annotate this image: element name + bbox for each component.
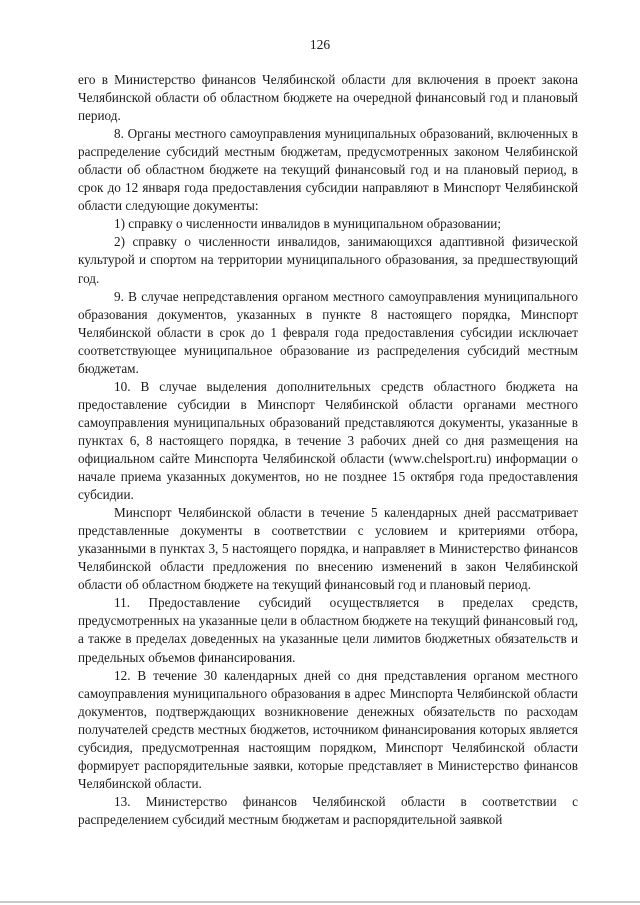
paragraph-9: 9. В случае непредставления органом местного самоуправления муниципального образования документов, указанных в пункте 8 настоящего порядка, Минспорт Челябинской области в срок до 1 февраля года предоставления субсидии исключает соответствующее муниципальное образование из распределения субсидий местным бюджетам. — [78, 288, 578, 376]
paragraph-12: 12. В течение 30 календарных дней со дня представления органом местного самоуправления муниципального образования в адрес Минспорта Челябинской области документов, подтверждающих возникновение денежных обязательств по расходам получателей средств местных бюджетов, источником финансирования которых является субсидия, предусмотренная настоящим порядком, Минспорт Челябинской области формирует распорядительные заявки, которые представляет в Министерство финансов Челябинской области. — [78, 667, 578, 791]
scan-edge-line — [0, 901, 640, 903]
paragraph-10: 10. В случае выделения дополнительных средств областного бюджета на предоставление субсидии в Минспорт Челябинской области органами местного самоуправления муниципальных образований представляются документы, указанные в пунктах 6, 8 настоящего порядка, в течение 3 рабочих дней со дня размещения на официальном сайте Минспорта Челябинской области (www.chelsport.ru) информации о начале приема указанных документов, но не позднее 15 октября года предоставления субсидии. — [78, 378, 578, 503]
list-item-2: 2) справку о численности инвалидов, занимающихся адаптивной физической культурой и спортом на территории муниципального образования, за предшествующий год. — [78, 234, 578, 286]
list-item-1: 1) справку о численности инвалидов в муниципальном образовании; — [114, 216, 502, 232]
paragraph-10-continued: Минспорт Челябинской области в течение 5 календарных дней рассматривает представленные документы в соответствии с условием и критериями отбора, указанными в пунктах 3, 5 настоящего порядка, и направляет в Министерство финансов Челябинской области предложения по внесению изменений в закон Челябинской области об областном бюджете на текущий финансовый год и плановый период. — [78, 505, 578, 593]
paragraph-13: 13. Министерство финансов Челябинской области в соответствии с распределением субсидий местным бюджетам и распорядительной заявкой — [78, 793, 578, 827]
paragraph-continuation: его в Министерство финансов Челябинской области для включения в проект закона Челябинской области об областном бюджете на очередной финансовый год и плановый период. — [78, 72, 578, 124]
paragraph-11: 11. Предоставление субсидий осуществляется в пределах средств, предусмотренных на указанные цели в областном бюджете на текущий финансовый год, а также в пределах доведенных на указанные цели лимитов бюджетных обязательств и предельных объемов финансирования. — [78, 595, 578, 665]
paragraph-8: 8. Органы местного самоуправления муниципальных образований, включенных в распределение субсидий местным бюджетам, предусмотренных законом Челябинской области об областном бюджете на текущий финансовый год и на плановый период, в срок до 12 января года предоставления субсидии направляют в Минспорт Челябинской области следующие документы: — [78, 126, 578, 214]
document-body — [78, 71, 578, 829]
page-number: 126 — [309, 37, 331, 52]
